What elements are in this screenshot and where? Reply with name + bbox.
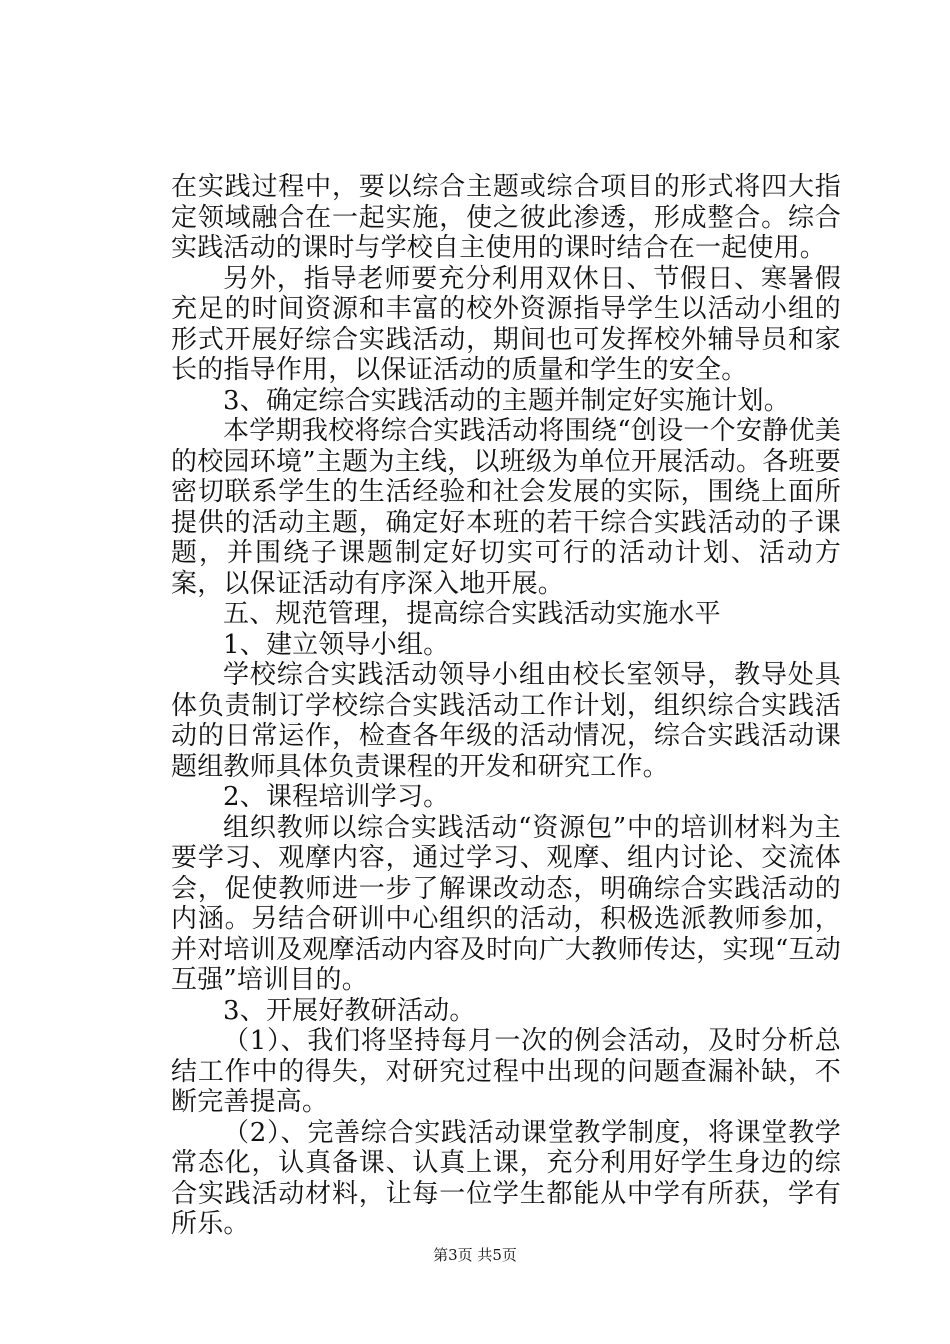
heading-item-3-research: 3、开展好教研活动。 (223, 995, 476, 1026)
heading-item-2-training: 2、课程培训学习。 (223, 782, 450, 812)
section-heading-five: 五、规范管理，提高综合实践活动实施水平 (223, 599, 721, 629)
paragraph-leadership-group: 学校综合实践活动领导小组由校长室领导，教导处具体负责制订学校综合实践活动工作计划，组织综合实践活动的日常运作，检查各年级的活动情况，综合实践活动课题组教师具体负责课程的开发和研究工作。 (171, 660, 841, 782)
paragraph-training: 组织教师以综合实践活动“资源包”中的培训材料为主要学习、观摩内容，通过学习、观摩、组内讨论、交流体会，促使教师进一步了解课改动态，明确综合实践活动的内涵。另结合研训中心组织的活动，积极选派教师参加，并对培训及观摩活动内容及时向广大教师传达，实现“互动互强”培训目的。 (171, 812, 841, 995)
paragraph-semester-theme: 本学期我校将综合实践活动将围绕“创设一个安静优美的校园环境”主题为主线，以班级为单位开展活动。各班要密切联系学生的生活经验和社会发展的实际，围绕上面所提供的活动主题，确定好本班的若干综合实践活动的子课题，并围绕子课题制定好切实可行的活动计划、活动方案，以保证活动有序深入地开展。 (171, 416, 841, 599)
heading-item-1-leadership-group: 1、建立领导小组。 (223, 629, 450, 660)
page-number-footer: 第3页 共5页 (433, 1246, 517, 1264)
paragraph-continuation: 在实践过程中，要以综合主题或综合项目的形式将四大指定领域融合在一起实施，使之彼此渗透，形成整合。综合实践活动的课时与学校自主使用的课时结合在一起使用。 (171, 172, 841, 263)
paragraph-time-resources: 另外，指导老师要充分利用双休日、节假日、寒暑假充足的时间资源和丰富的校外资源指导学生以活动小组的形式开展好综合实践活动，期间也可发挥校外辅导员和家长的指导作用，以保证活动的质量和学生的安全。 (171, 263, 841, 385)
heading-item-3-theme-plan: 3、确定综合实践活动的主题并制定好实施计划。 (223, 385, 790, 416)
document-body (171, 172, 841, 1240)
paragraph-research-1: （1）、我们将坚持每月一次的例会活动，及时分析总结工作中的得失，对研究过程中出现的问题查漏补缺，不断完善提高。 (171, 1026, 841, 1117)
paragraph-research-2: （2）、完善综合实践活动课堂教学制度，将课堂教学常态化，认真备课、认真上课，充分利用好学生身边的综合实践活动材料，让每一位学生都能从中学有所获，学有所乐。 (171, 1117, 841, 1239)
